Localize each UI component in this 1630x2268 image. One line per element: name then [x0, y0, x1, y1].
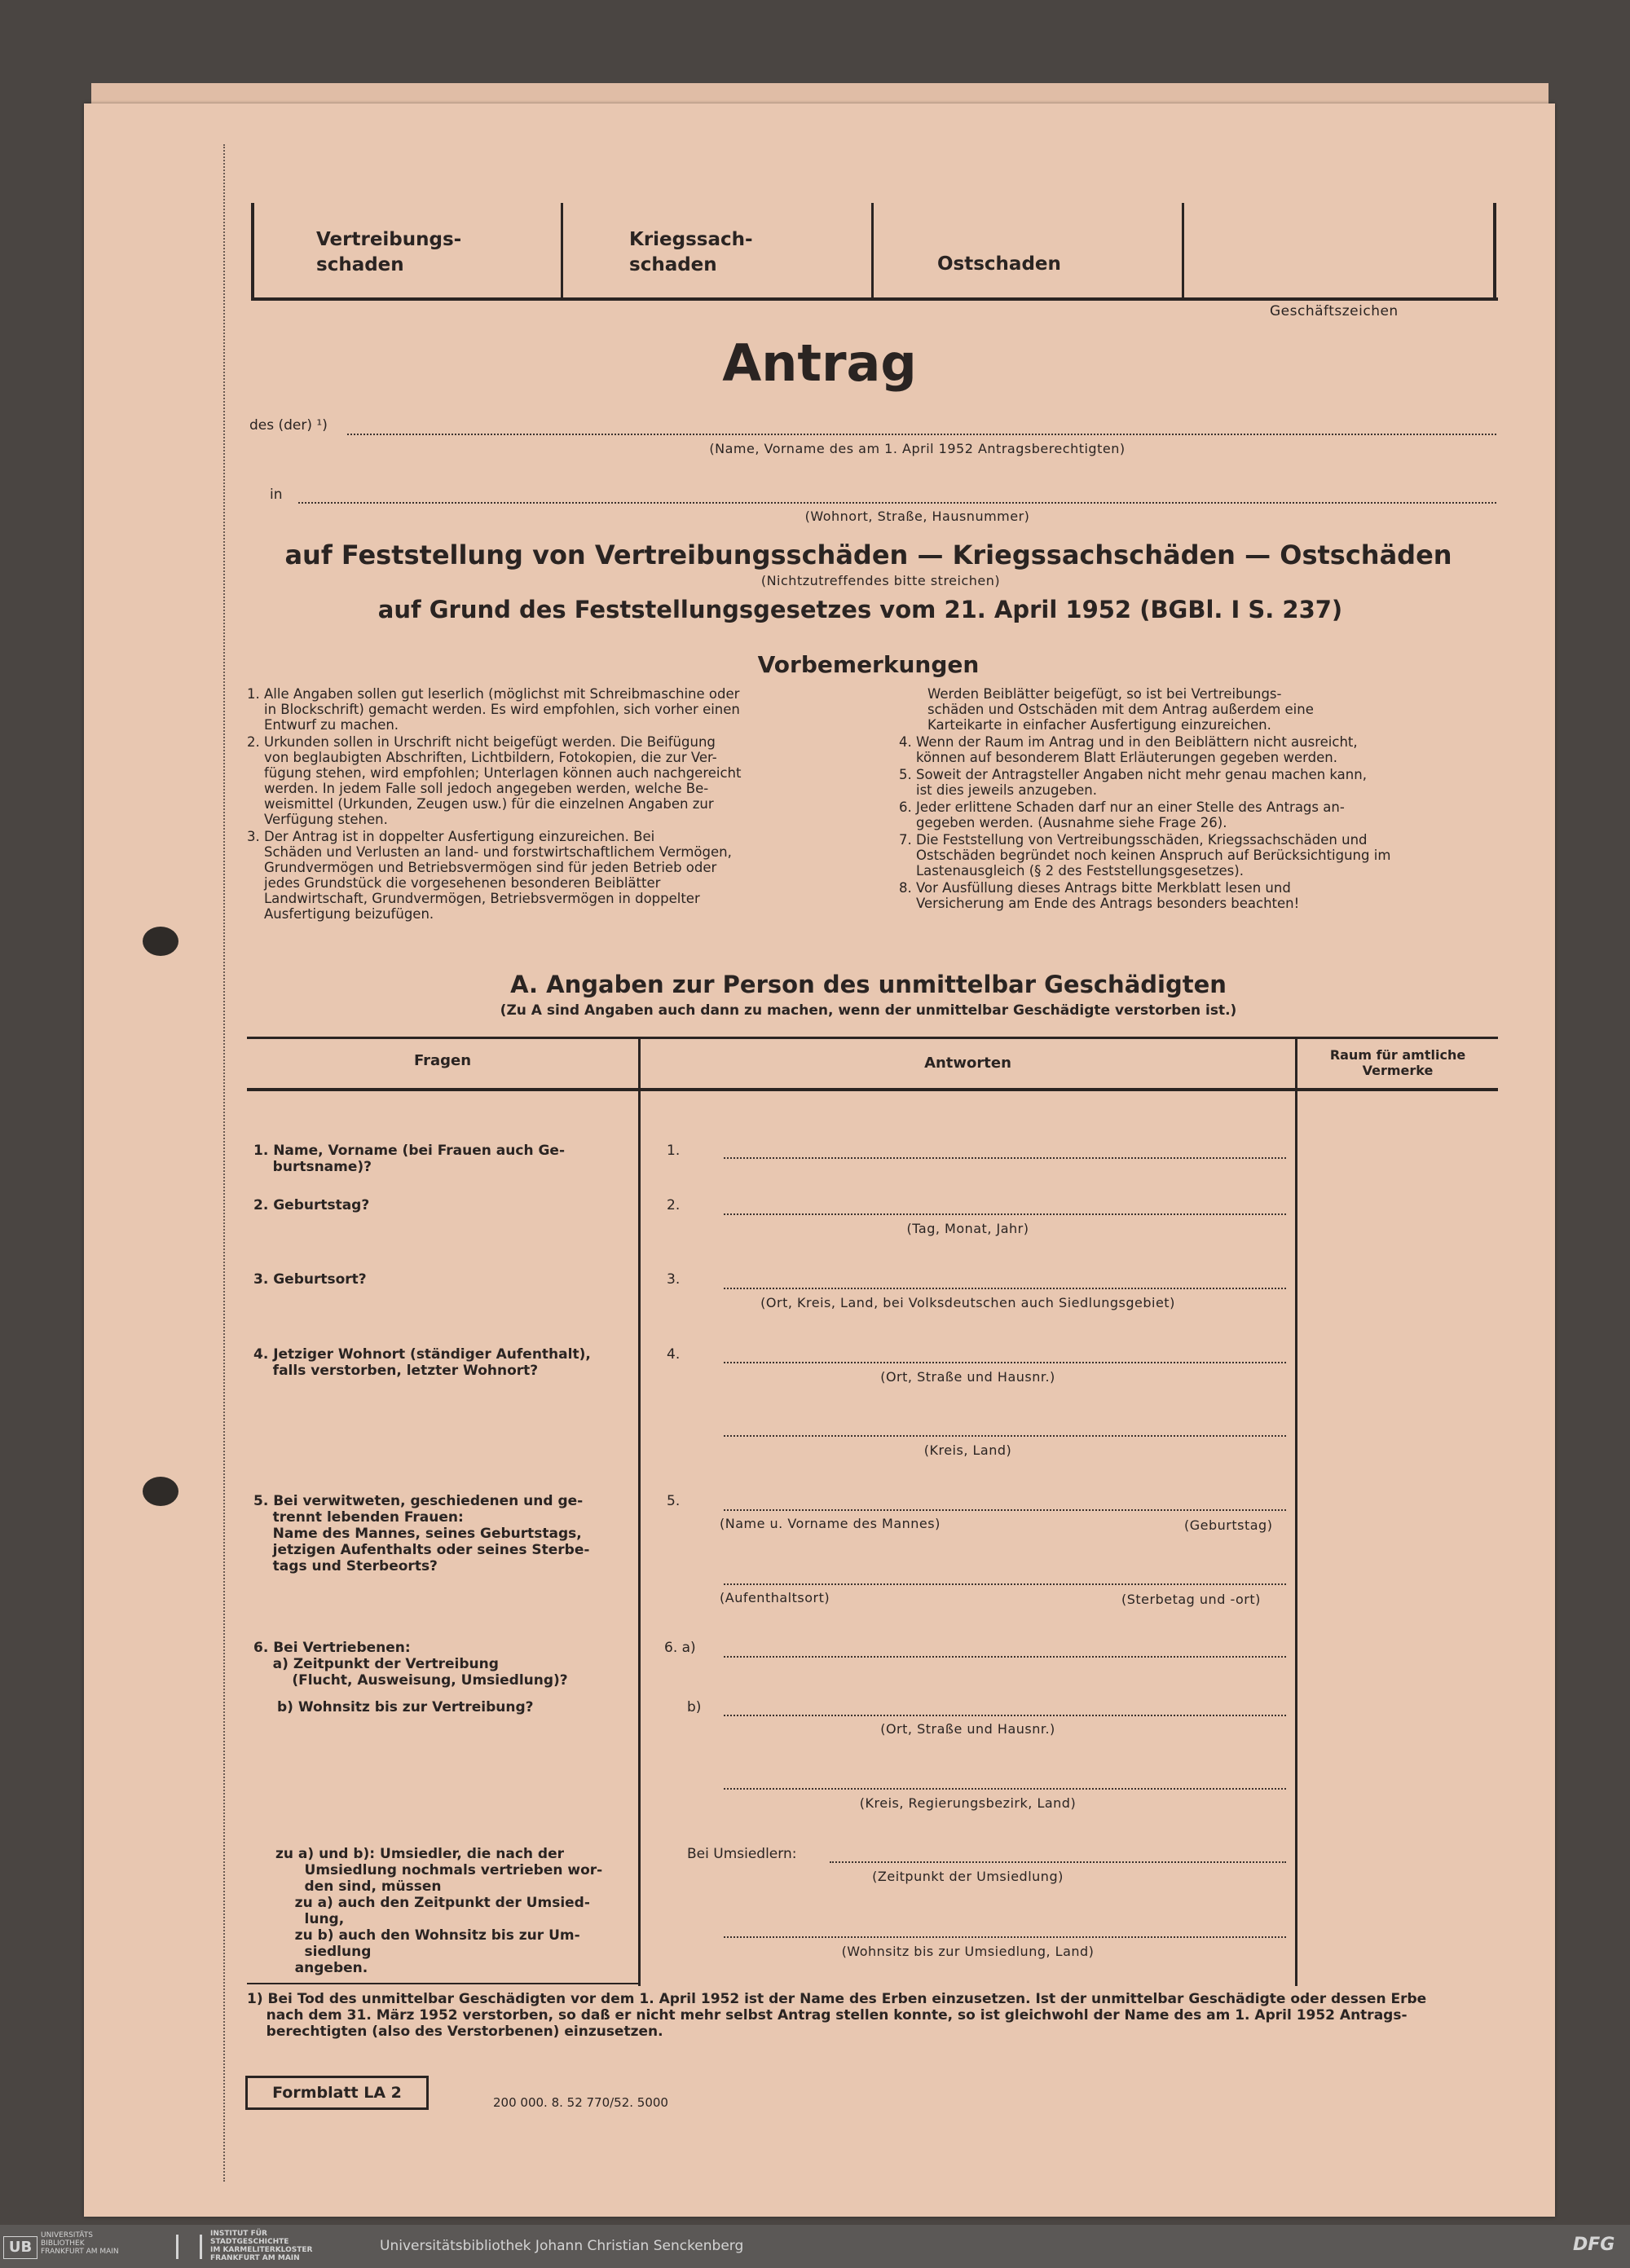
isg-text: INSTITUT FÜR STADTGESCHICHTE IM KARMELITERKLOSTER FRANKFURT AM MAIN: [210, 2230, 313, 2262]
ub-logo: UB: [3, 2236, 37, 2259]
vorbemerkung-3: 3. Der Antrag ist in doppelter Ausfertigung einzureichen. Bei Schäden und Verlusten an land- und forstwirtschaftlichem Vermögen, Grundvermögen und Betriebsvermögen sind für jeden Betrieb oder jedes Grundstück die vorgesehenen besonderen Beiblätter Landwirtschaft, Grundvermögen, Betriebsvermögen in doppelter Ausfertigung beizufügen.: [247, 829, 732, 922]
question-6-umsiedler: zu a) und b): Umsiedler, die nach der Umsiedlung nochmals vertrieben wor- den sind, müssen zu a) auch den Zeitpunkt der Umsied- lung, zu b) auch den Wohnsitz bis zur Um- siedlung angeben.: [275, 1846, 603, 1976]
question-3: 3. Geburtsort?: [253, 1271, 367, 1288]
answer-4a-caption: (Ort, Straße und Hausnr.): [880, 1369, 1055, 1385]
dfg-logo: DFG: [1573, 2235, 1615, 2255]
answer-number-5: 5.: [667, 1493, 681, 1509]
print-code: 200 000. 8. 52 770/52. 5000: [493, 2095, 668, 2110]
vorbemerkung-7: 7. Die Feststellung von Vertreibungsschäden, Kriegssachschäden und Ostschäden begründet noch keinen Anspruch auf Berücksichtigung im Lastenausgleich (§ 2 des Feststellungsgesetzes).: [899, 832, 1391, 879]
archive-footer-bar: [0, 2225, 1630, 2268]
answer-number-2: 2.: [667, 1197, 681, 1213]
vorbemerkung-8: 8. Vor Ausfüllung dieses Antrags bitte Merkblatt lesen und Versicherung am Ende des Antrags besonders beachten!: [899, 880, 1300, 911]
umsiedlung-wohnsitz-line[interactable]: [724, 1936, 1286, 1938]
answer-3-caption: (Ort, Kreis, Land, bei Volksdeutschen auch Siedlungsgebiet): [760, 1295, 1175, 1310]
page-title: Antrag: [722, 333, 917, 393]
header-box-vertreibungsschaden: Vertreibungs- schaden: [316, 229, 462, 275]
answer-1-line[interactable]: [724, 1157, 1286, 1159]
answer-2-line[interactable]: [724, 1213, 1286, 1215]
geschaeftszeichen-label: Geschäftszeichen: [1270, 303, 1399, 319]
punch-hole-bottom: [143, 1477, 178, 1506]
vorbemerkung-5: 5. Soweit der Antragsteller Angaben nicht mehr genau machen kann, ist dies jeweils anzugeben.: [899, 767, 1367, 798]
answer-5a-line[interactable]: [724, 1509, 1286, 1511]
formblatt-box: [245, 2076, 429, 2110]
header-box-ostschaden: Ostschaden: [937, 253, 1061, 275]
answer-6b2-caption: (Kreis, Regierungsbezirk, Land): [859, 1795, 1077, 1811]
answer-5b-line[interactable]: [724, 1583, 1286, 1585]
answer-5b-caption-left: (Aufenthaltsort): [720, 1590, 830, 1605]
name-fill-line[interactable]: [347, 434, 1496, 435]
section-a-note: (Zu A sind Angaben auch dann zu machen, wenn der unmittelbar Geschädigte verstorben ist.): [500, 1002, 1237, 1019]
subtitle-note: (Nichtzutreffendes bitte streichen): [760, 573, 1001, 588]
section-a-title: A. Angaben zur Person des unmittelbar Geschädigten: [510, 971, 1227, 998]
answer-4a-line[interactable]: [724, 1362, 1286, 1363]
header-antworten: Antworten: [924, 1055, 1011, 1072]
subtitle-1: auf Feststellung von Vertreibungsschäden — Kriegssachschäden — Ostschäden: [284, 539, 1452, 570]
header-box-kriegssachschaden: Kriegssach- schaden: [629, 229, 753, 275]
form-sheet: [84, 103, 1555, 2217]
table-header-rule: [247, 1088, 1498, 1091]
answer-number-6a: 6. a): [664, 1640, 696, 1656]
question-2: 2. Geburtstag?: [253, 1197, 370, 1213]
vorbemerkung-2: 2. Urkunden sollen in Urschrift nicht beigefügt werden. Die Beifügung von beglaubigten Abschriften, Lichtbildern, Fotokopien, die zur Ver- fügung stehen, wird empfohlen; Unterlagen können auch nachgereicht werden. In jedem Falle soll jedoch angegeben werden, welche Be- weismittel (Urkunden, Zeugen usw.) für die einzelnen Angaben zur Verfügung stehen.: [247, 734, 742, 827]
header-raum: Raum für amtliche Vermerke: [1329, 1047, 1466, 1078]
footnote-rule: [247, 1983, 638, 1984]
isg-logo: [176, 2235, 202, 2259]
answer-6b1-line[interactable]: [724, 1715, 1286, 1716]
answer-number-6b: b): [687, 1699, 702, 1715]
vorbemerkungen-right: [899, 686, 1502, 911]
vorbemerkungen-title: Vorbemerkungen: [757, 651, 980, 678]
answer-5a-caption-right: (Geburtstag): [1184, 1517, 1273, 1533]
subtitle-2: auf Grund des Feststellungsgesetzes vom 21. April 1952 (BGBl. I S. 237): [377, 596, 1343, 623]
answer-6b1-caption: (Ort, Straße und Hausnr.): [880, 1721, 1055, 1737]
question-6: 6. Bei Vertriebenen: a) Zeitpunkt der Vertreibung (Flucht, Ausweisung, Umsiedlung)?: [253, 1640, 568, 1689]
table-col-divider-1: [638, 1037, 641, 1986]
answer-6b2-line[interactable]: [724, 1788, 1286, 1790]
question-1: 1. Name, Vorname (bei Frauen auch Ge- burtsname)?: [253, 1143, 566, 1175]
in-label: in: [270, 487, 283, 503]
header-fragen: Fragen: [413, 1052, 472, 1069]
footnote: 1) Bei Tod des unmittelbar Geschädigten vor dem 1. April 1952 ist der Name des Erben einzusetzen. Ist der unmittelbar Geschädigte oder dessen Erbe nach dem 31. März 1952 verstorben, so daß er nicht mehr selbst Antrag stellen konnte, so ist gleichwohl der Name des am 1. April 1952 Antrags- berechtigten (also des Verstorbenen) einzusetzen.: [247, 1991, 1427, 2040]
punch-hole-top: [143, 927, 178, 956]
table-top-rule: [247, 1037, 1498, 1039]
answer-4b-line[interactable]: [724, 1435, 1286, 1437]
umsiedlung-time-line[interactable]: [830, 1861, 1286, 1863]
vorbemerkung-6: 6. Jeder erlittene Schaden darf nur an einer Stelle des Antrags an- gegeben werden. (Ausnahme siehe Frage 26).: [899, 799, 1345, 830]
umsiedlung-wohnsitz-caption: (Wohnsitz bis zur Umsiedlung, Land): [841, 1944, 1095, 1959]
des-caption: (Name, Vorname des am 1. April 1952 Antragsberechtigten): [709, 441, 1126, 456]
header-boxes: [251, 203, 1498, 301]
table-col-divider-2: [1295, 1037, 1297, 1986]
question-6b: b) Wohnsitz bis zur Vertreibung?: [277, 1699, 534, 1715]
des-label: des (der) ¹): [249, 417, 328, 434]
formblatt-label: Formblatt LA 2: [272, 2084, 402, 2102]
library-name: Universitätsbibliothek Johann Christian Senckenberg: [380, 2238, 744, 2254]
answer-number-3: 3.: [667, 1271, 681, 1288]
vorbemerkung-4: 4. Wenn der Raum im Antrag und in den Beiblättern nicht ausreicht, können auf besonderem Blatt Erläuterungen gegeben werden.: [899, 734, 1358, 765]
vorbemerkung-3-cont: Werden Beiblätter beigefügt, so ist bei Vertreibungs- schäden und Ostschäden mit dem Antrag außerdem eine Karteikarte in einfacher Ausfertigung einzureichen.: [927, 686, 1314, 733]
answer-6a-line[interactable]: [724, 1656, 1286, 1658]
vorbemerkung-1: 1. Alle Angaben sollen gut leserlich (möglichst mit Schreibmaschine oder in Blockschrift) gemacht werden. Es wird empfohlen, sich vorher einen Entwurf zu machen.: [247, 686, 740, 733]
answer-5b-caption-right: (Sterbetag und -ort): [1121, 1592, 1261, 1607]
answer-5a-caption-left: (Name u. Vorname des Mannes): [720, 1516, 941, 1531]
wohnort-fill-line[interactable]: [298, 502, 1496, 504]
vorbemerkungen-left: [247, 686, 850, 922]
answer-2-caption: (Tag, Monat, Jahr): [906, 1221, 1029, 1236]
question-5: 5. Bei verwitweten, geschiedenen und ge- trennt lebenden Frauen: Name des Mannes, seines Geburtstags, jetzigen Aufenthalts oder seines Sterbe- tags und Sterbeorts?: [253, 1493, 590, 1574]
in-caption: (Wohnort, Straße, Hausnummer): [804, 509, 1030, 524]
bei-umsiedlern-label: Bei Umsiedlern:: [687, 1846, 797, 1862]
answer-3-line[interactable]: [724, 1288, 1286, 1289]
ub-text: UNIVERSITÄTS BIBLIOTHEK FRANKFURT AM MAIN: [41, 2231, 119, 2256]
question-4: 4. Jetziger Wohnort (ständiger Aufenthalt), falls verstorben, letzter Wohnort?: [253, 1346, 591, 1379]
answer-4b-caption: (Kreis, Land): [923, 1442, 1012, 1458]
answer-number-4: 4.: [667, 1346, 681, 1363]
answer-number-1: 1.: [667, 1143, 681, 1159]
umsiedlung-time-caption: (Zeitpunkt der Umsiedlung): [872, 1869, 1064, 1884]
